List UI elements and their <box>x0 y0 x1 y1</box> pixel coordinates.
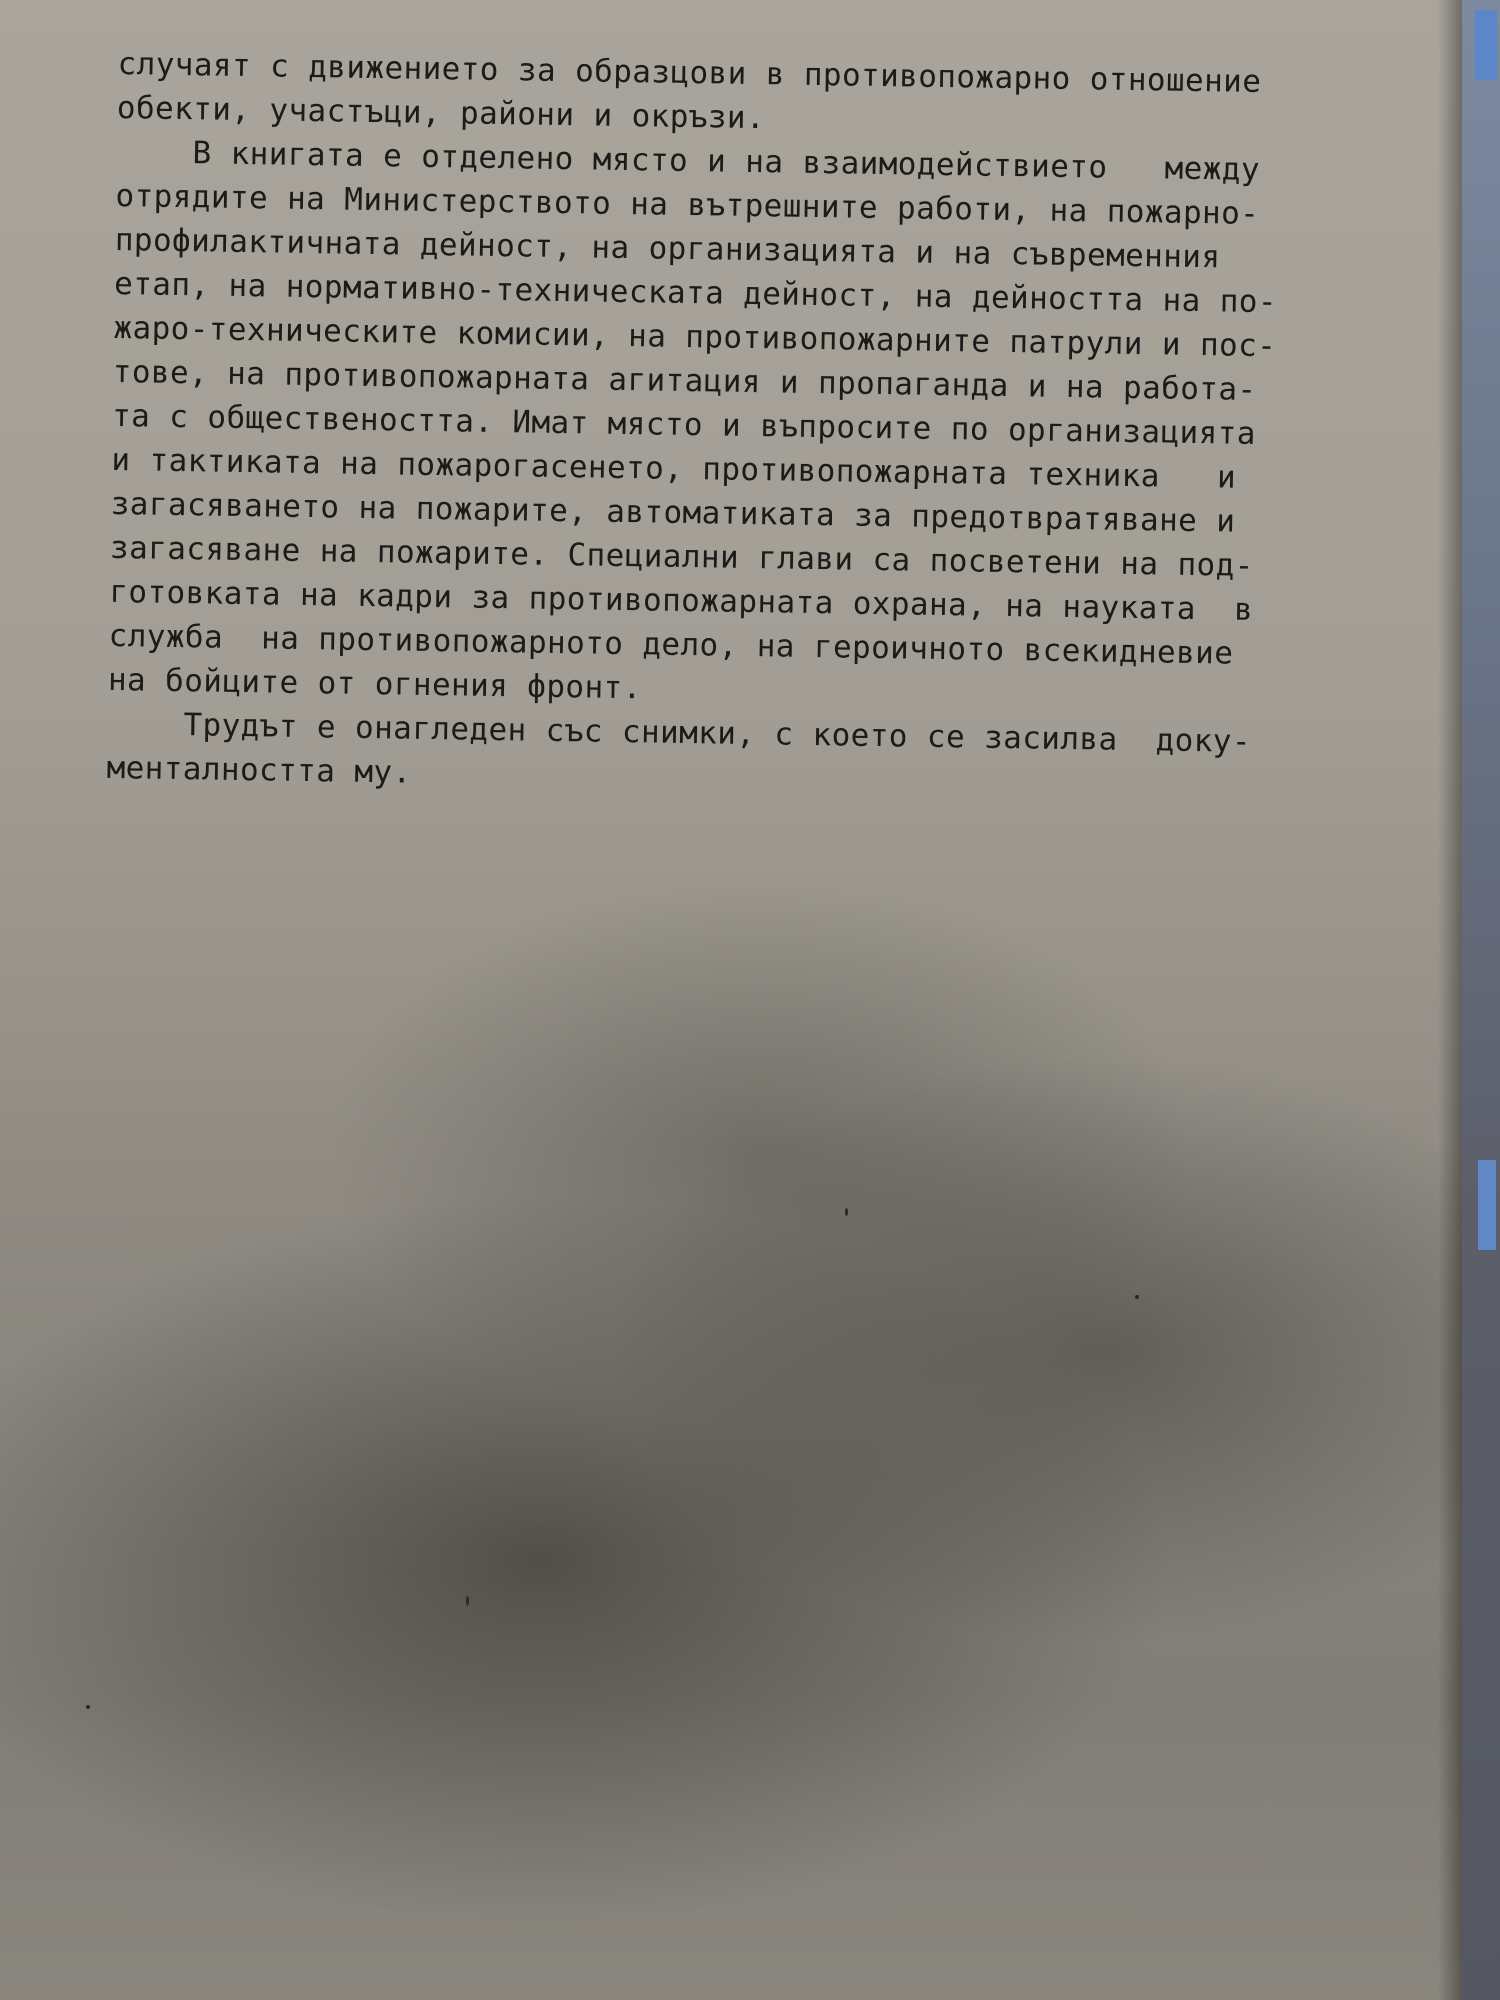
text-line: Трудът е онагледен със снимки, с което се засилва доку- <box>107 705 1252 760</box>
text-line: загасяване на пожарите. Специални глави са посветени на под- <box>109 529 1255 584</box>
text-line: тове, на противопожарната агитация и пропаганда и на работа- <box>112 353 1257 408</box>
typewritten-text <box>106 42 1438 811</box>
page-edge-shadow <box>1438 0 1462 2000</box>
text-line: та с обществеността. Имат място и въпросите по организацията <box>111 397 1257 452</box>
text-line: менталността му. <box>106 749 412 791</box>
text-line: и тактиката на пожарогасенето, противопожарната техника и <box>111 441 1237 496</box>
text-line: отрядите на Министерството на вътрешните работи, на пожарно- <box>115 177 1260 232</box>
text-line: на бойците от огнения фронт. <box>107 661 642 707</box>
text-line: етап, на нормативно-техническата дейност, на дейността на по- <box>113 265 1278 321</box>
text-line: загасяването на пожарите, автоматиката за предотвратяване и <box>110 485 1236 540</box>
text-line: профилактичната дейност, на организацията и на съвременния <box>114 221 1221 276</box>
text-line: случаят с движението за образцови в противопожарно отношение <box>117 45 1262 100</box>
text-line: обекти, участъци, райони и окръзи. <box>116 89 766 137</box>
bookmark-tab <box>1475 10 1497 80</box>
text-line: готовката на кадри за противопожарната охрана, на науката в <box>109 573 1254 628</box>
bookmark-tab <box>1478 1160 1496 1250</box>
text-line: служба на противопожарното дело, на героичното всекидневие <box>108 617 1234 672</box>
text-line: В книгата е отделено място и на взаимодействието между <box>115 133 1261 188</box>
text-line: жаро-техническите комисии, на противопожарните патрули и пос- <box>113 309 1277 365</box>
background-strip <box>1462 0 1500 2000</box>
